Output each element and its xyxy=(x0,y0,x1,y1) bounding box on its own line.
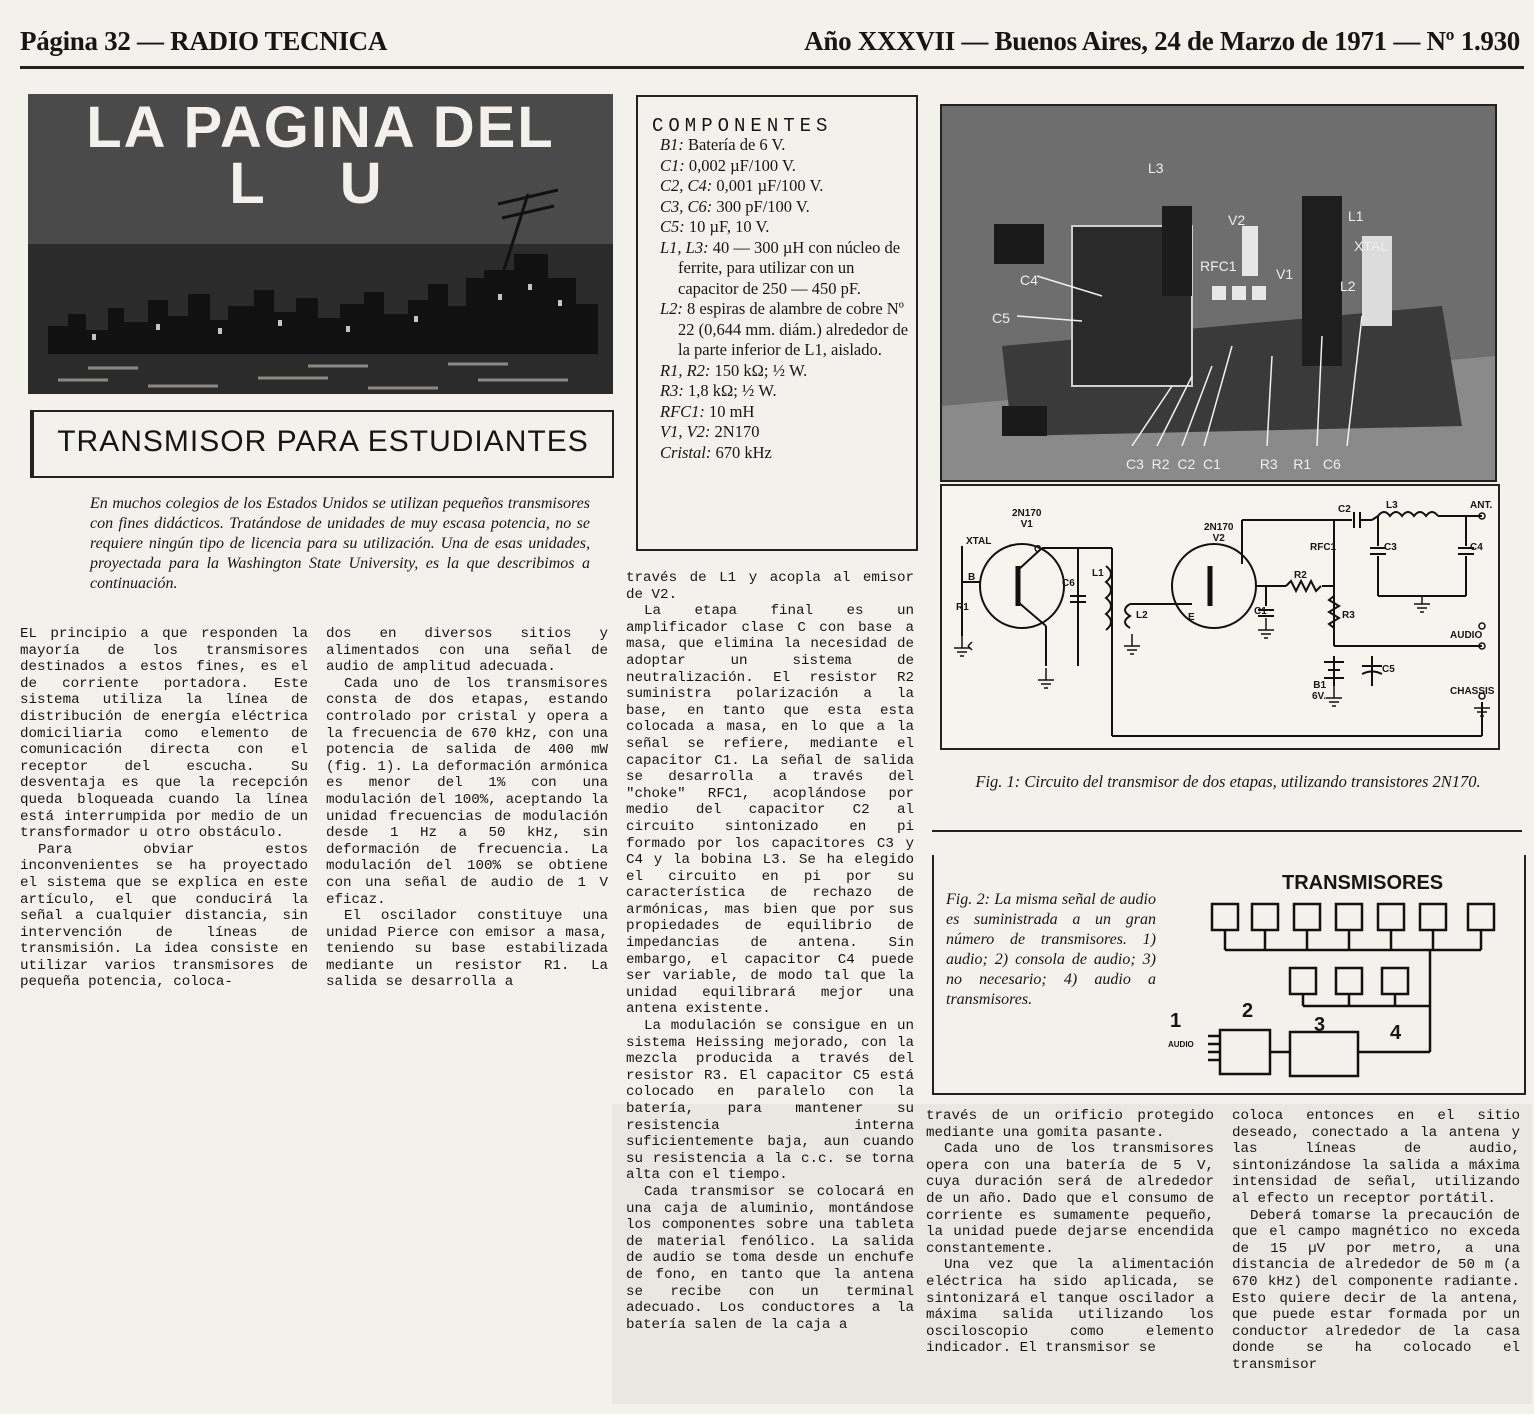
component-desc: 300 pF/100 V. xyxy=(716,196,810,216)
component-item xyxy=(660,176,910,197)
component-desc: 2N170 xyxy=(714,422,760,441)
col1-paragraph: Para obviar estos inconvenientes se ha proyectado el sistema que se explica en este artículo, el que conducirá la señal a cualquier distancia, sin intervención de líneas de transmisión. La idea consiste en utilizar varios transmisores de pequeña potencia, coloca- xyxy=(20,841,308,991)
component-desc: 10 µF, 10 V. xyxy=(688,217,770,236)
component-ref: L2: xyxy=(660,299,683,318)
photo-label-l3: L3 xyxy=(1148,160,1164,176)
component-desc: 150 kΩ; ½ W. xyxy=(714,360,808,380)
component-ref: C2, C4: xyxy=(660,176,713,195)
figure-2-label-4: 4 xyxy=(1390,1022,1402,1044)
component-ref: V1, V2: xyxy=(660,422,711,441)
components-title: COMPONENTES xyxy=(652,115,833,137)
col3-paragraph: Cada transmisor se colocará en una caja de aluminio, montándose los componentes sobre una tableta de material fenólico. La salida de audio se toma desde un enchufe de fono, en tanto que la antena se recibe con un terminal adecuado. Los conductores a la batería salen de la caja a xyxy=(626,1183,914,1333)
component-ref: C5: xyxy=(660,217,685,236)
banner-title-line2: L U xyxy=(229,151,412,216)
component-ref: B1: xyxy=(660,135,684,154)
component-desc: 0,001 µF/100 V. xyxy=(716,176,824,195)
photo-label-l1: L1 xyxy=(1348,208,1364,224)
photo-label-l2: L2 xyxy=(1340,278,1356,294)
circuit-label-c2: C2 xyxy=(1338,504,1351,515)
figure-2-caption: Fig. 2: La misma señal de audio es suministrada a un gran número de transmisores. 1) audio; 2) consola de audio; 3) no necesario; 4) audio a transmisores. xyxy=(946,891,1156,1008)
circuit-label-q1: 2N170 V1 xyxy=(1012,508,1042,530)
circuit-label-c5: C5 xyxy=(1382,664,1395,675)
photo-label-v1: V1 xyxy=(1276,266,1294,282)
photo-label-xtal: XTAL xyxy=(1354,238,1388,254)
component-item xyxy=(660,361,910,382)
component-desc: 1,8 kΩ; ½ W. xyxy=(687,381,777,400)
photo-label-c5: C5 xyxy=(992,310,1010,326)
component-desc: Batería de 6 V. xyxy=(687,135,786,154)
circuit-label-l3: L3 xyxy=(1386,500,1398,511)
circuit-label-q2: 2N170 V2 xyxy=(1204,522,1234,544)
photo-label-c4: C4 xyxy=(1020,272,1038,288)
col2-paragraph: El oscilador constituye una unidad Pierce con emisor a masa, teniendo su base estabilizada mediante un resistor R1. La salida se desarrolla a xyxy=(326,908,608,991)
figure-2-label-2: 2 xyxy=(1242,1000,1254,1022)
page-header-right: Año XXXVII — Buenos Aires, 24 de Marzo de 1971 — Nº 1.930 xyxy=(804,26,1520,56)
article-title-box xyxy=(30,410,614,478)
circuit-label-rfc1: RFC1 xyxy=(1310,542,1337,553)
col3-paragraph: La modulación se consigue en un sistema Heissing mejorado, con la mezcla producida a través del resistor R3. El capacitor C5 está colocado en paralelo con la batería, para mantener su resistencia interna suficientemente baja, aun cuando su resistencia a la c.c. se torna alta con el tiempo. xyxy=(626,1018,914,1184)
figure-2-label-3: 3 xyxy=(1314,1014,1326,1036)
component-item xyxy=(660,238,910,300)
circuit-label-b1: B1 6V. xyxy=(1312,680,1327,702)
figure-divider xyxy=(932,830,1522,832)
component-ref: RFC1: xyxy=(660,401,705,421)
circuit-label-r1: R1 xyxy=(956,602,969,613)
banner-title xyxy=(28,95,613,216)
figure-2-label-audio: AUDIO xyxy=(1168,1040,1194,1049)
figure-2-title: TRANSMISORES xyxy=(1282,872,1444,894)
component-ref: R3: xyxy=(660,381,684,400)
circuit-label-r3: R3 xyxy=(1342,610,1355,621)
transmitter-photo-illustration xyxy=(942,106,1495,480)
circuit-label-l1: L1 xyxy=(1092,568,1104,579)
col5-paragraph: coloca entonces en el sitio deseado, conectado a la antena y las líneas de audio, sintonizándose la salida a máxima intensidad de señal, utilizando al efecto un receptor portátil. xyxy=(1232,1108,1520,1207)
component-item xyxy=(660,422,910,443)
col4-paragraph: través de un orificio protegido mediante una gomita pasante. xyxy=(926,1108,1214,1141)
component-item xyxy=(660,217,910,238)
circuit-label-c3: C3 xyxy=(1384,542,1397,553)
circuit-label-r2: R2 xyxy=(1294,570,1307,581)
component-item xyxy=(660,443,910,464)
component-item xyxy=(660,299,910,361)
figure-2-label-1: 1 xyxy=(1170,1010,1182,1032)
component-ref: R1, R2: xyxy=(660,360,711,380)
component-desc: 10 mH xyxy=(709,401,755,421)
transmitter-network-diagram xyxy=(1160,896,1510,1086)
header-rule xyxy=(20,66,1524,69)
body-column-4 xyxy=(926,1108,1214,1357)
component-ref: C1: xyxy=(660,155,685,175)
circuit-label-xtal: XTAL xyxy=(966,536,992,547)
circuit-label-emitter: E xyxy=(1188,612,1195,623)
body-column-2 xyxy=(326,626,608,991)
component-desc: 670 kHz xyxy=(715,442,772,462)
col2-paragraph: dos en diversos sitios y alimentados con una señal de audio de amplitud adecuada. xyxy=(326,626,608,676)
components-list xyxy=(660,135,910,463)
circuit-label-c4: C4 xyxy=(1470,542,1483,553)
circuit-label-ant: ANT. xyxy=(1470,500,1493,511)
component-item xyxy=(660,135,910,156)
col5-paragraph: Deberá tomarse la precaución de que el campo magnético no exceda de 15 µV por metro, a una distancia de alrededor de 50 m (a 670 kHz) del componente radiante. Esto quiere decir de la antena, que puede estar formada por un conductor alrededor de la casa donde se ha colocado el transmisor xyxy=(1232,1207,1520,1373)
circuit-label-chassis: CHASSIS xyxy=(1450,686,1495,697)
section-banner xyxy=(28,94,613,394)
component-desc: 8 espiras de alambre de cobre Nº 22 (0,644 mm. diám.) alrededor de la parte inferior de L1, aislado. xyxy=(678,299,909,359)
circuit-diagram xyxy=(940,484,1500,750)
col3-paragraph: través de L1 y acopla al emisor de V2. xyxy=(626,570,914,603)
component-item xyxy=(660,381,910,402)
col4-paragraph: Una vez que la alimentación eléctrica ha sido aplicada, se sintonizará el tanque oscilador a máxima salida utilizando los osciloscopio como elemento indicador. El transmisor se xyxy=(926,1257,1214,1357)
component-item xyxy=(660,156,910,177)
article-title: TRANSMISOR PARA ESTUDIANTES xyxy=(57,425,589,458)
col2-paragraph: Cada uno de los transmisores consta de dos etapas, estando controlado por cristal y opera a la frecuencia de 670 kHz, con una potencia de salida de 400 mW (fig. 1). La deformación armónica es menor del 1% con una modulación del 100%, aceptando la unidad frecuencias de modulación desde 1 Hz a 50 kHz, sin deformación de frecuencia. La modulación del 100% se obtiene con una señal de audio de 1 V eficaz. xyxy=(326,675,608,908)
circuit-label-base: B xyxy=(968,572,976,583)
component-ref: L1, L3: xyxy=(660,237,709,257)
article-intro: En muchos colegios de los Estados Unidos se utilizan pequeños transmisores con fines didácticos. Tratándose de unidades de muy escasa potencia, no se requiere ningún tipo de licencia para su utilización. Una de esas unidades, proyectada para la Washington State University, es la que describimos a continuación. xyxy=(90,495,590,592)
components-box xyxy=(636,95,918,551)
page-header-left: Página 32 — RADIO TECNICA xyxy=(20,26,388,56)
col3-paragraph: La etapa final es un amplificador clase C con base a masa, que elimina la necesidad de adoptar un sistema de neutralización. El resistor R2 suministra polarización a la base, en tanto que esta esta colocada a masa, en lo que a la señal se refiere, mediante el capacitor C1. La señal de salida se desarrolla a través del "choke" RFC1, acoplándose por medio del capacitor C2 al circuito sintonizado en pi formado por los capacitores C3 y C4 y la bobina L3. Se ha elegido el circuito en pi por su característica de rechazo de armónicas, mas bien que por sus propiedades de equilibrio de impedancias de antena. Sin embargo, el capacitor C4 puede ser variable, de modo tal que la unidad equilibrará mejor una antena existente. xyxy=(626,603,914,1018)
photo-label-v2: V2 xyxy=(1228,212,1246,228)
photo-label-bottom: C3 R2 C2 C1 R3 R1 C6 xyxy=(1126,456,1341,472)
component-ref: Cristal: xyxy=(660,442,712,462)
figure-1-caption: Fig. 1: Circuito del transmisor de dos etapas, utilizando transistores 2N170. xyxy=(975,772,1481,791)
body-column-1 xyxy=(20,626,308,991)
circuit-label-c6: C6 xyxy=(1062,578,1075,589)
circuit-label-c1: C1 xyxy=(1254,606,1267,617)
col1-paragraph: EL principio a que responden la mayoría de los transmisores destinados a estos fines, es el de corriente portadora. Este sistema utiliza la línea de distribución de energía eléctrica domiciliaria como elemento de comunicación directa con el receptor del escucha. Su desventaja es que la recepción queda bloqueada cuando la línea está interrumpida por medio de un transformador u otro obstáculo. xyxy=(20,626,308,842)
photo-label-rfc1: RFC1 xyxy=(1200,258,1237,274)
component-desc: 40 — 300 µH con núcleo de ferrite, para utilizar con un capacitor de 250 — 450 pF. xyxy=(678,237,901,298)
circuit-label-l2: L2 xyxy=(1136,610,1148,621)
body-column-5 xyxy=(1232,1108,1520,1374)
component-desc: 0,002 µF/100 V. xyxy=(688,155,796,175)
col4-paragraph: Cada uno de los transmisores opera con una batería de 5 V, cuya duración será de alrededor de un año. Dado que el consumo de corriente es sumamente pequeño, la unidad puede dejarse encendida constantemente. xyxy=(926,1141,1214,1257)
circuit-label-audio: AUDIO xyxy=(1450,630,1483,641)
component-ref: C3, C6: xyxy=(660,196,713,216)
component-item xyxy=(660,402,910,423)
banner-title-line1: LA PAGINA DEL xyxy=(86,95,555,160)
circuit-label-collector: C xyxy=(1034,544,1042,555)
transmitter-photo xyxy=(940,104,1497,482)
component-item xyxy=(660,197,910,218)
